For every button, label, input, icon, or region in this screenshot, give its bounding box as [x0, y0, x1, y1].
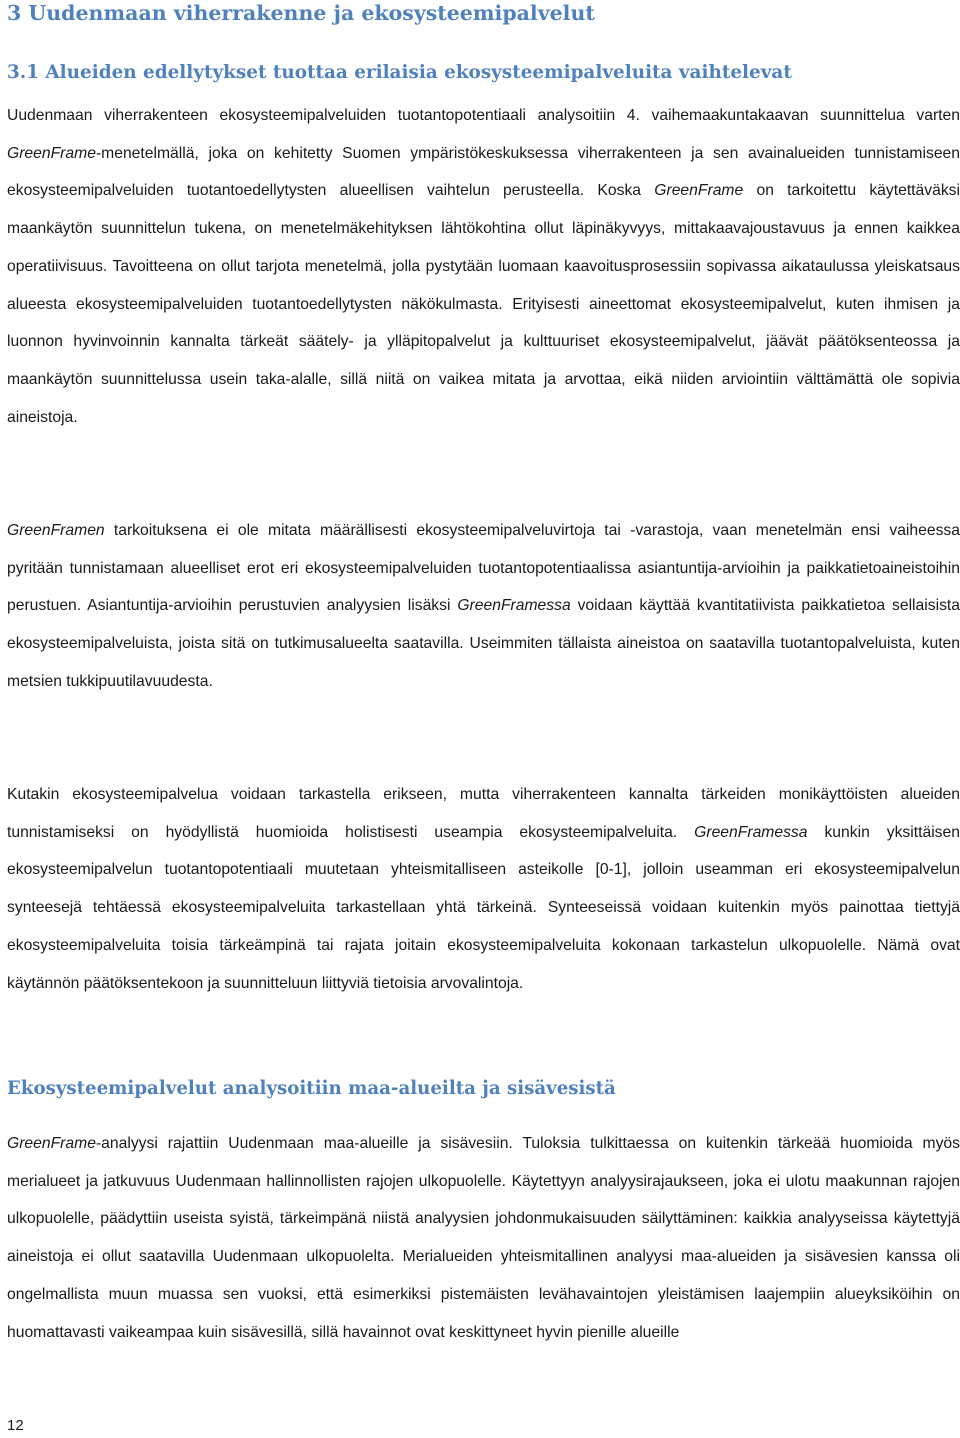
italic-term: GreenFramessa: [694, 823, 808, 841]
text-run: -analyysi rajattiin Uudenmaan maa-alueille ja sisävesiin. Tuloksia tulkittaessa on kuitenkin tärkeää huomioida myös merialueet ja jatkuvuus Uudenmaan hallinnollisten rajojen ulkopuolelle. Käytettyyn analyysirajaukseen, joka ei ulotu maakunnan rajojen ulkopuolelle, päädyttiin useista syistä, tärkeimpänä niistä analyysien johdonmukaisuuden säilyttäminen: kaikkia analyyseissa käytettyjä aineistoja ei ollut saatavilla Uudenmaan ulkopuolelta. Merialueiden yhteismitallinen analyysi maa-alueiden ja sisävesien kanssa oli ongelmallista muun muassa sen vuoksi, että esimerkiksi pistemäisten levähavaintojen yleistämisen laajempiin alueyksiköihin on huomattavasti vaikeampaa kuin sisävesillä, sillä havainnot ovat keskittyneet hyvin pienille alueille: [7, 1135, 960, 1341]
paragraph-analysis-scope: [7, 1125, 960, 1395]
page-number: 12: [7, 1417, 24, 1434]
subsection-heading: Ekosysteemipalvelut analysoitiin maa-alueilta ja sisävesistä: [7, 1078, 616, 1099]
italic-term: GreenFramen: [7, 522, 105, 539]
section-heading: 3.1 Alueiden edellytykset tuottaa erilaisia ekosysteemipalveluita vaihtelevat: [7, 62, 792, 83]
document-page: [7, 0, 960, 1438]
italic-term: GreenFrame: [654, 182, 744, 200]
chapter-heading: 3 Uudenmaan viherrakenne ja ekosysteemipalvelut: [7, 1, 595, 25]
text-run: Kutakin ekosysteemipalvelua voidaan tarkastella erikseen, mutta viherrakenteen kannalta tärkeiden monikäyttöisten alueiden tunnistamiseksi on hyödyllistä huomioida holistisesti useampia ekosysteemipalveluita.: [7, 786, 960, 841]
italic-term: GreenFrame: [7, 1135, 96, 1152]
text-run: on tarkoitettu käytettäväksi maankäytön suunnittelun tukena, on menetelmäkehityksen lähtökohtina ollut läpinäkyvyys, mittakaavajoustavuus ja ennen kaikkea operatiivisuus. Tavoitteena on ollut tarjota menetelmä, jolla pystytään luomaan kaavoitusprosessiin sopivassa aikataulussa yleiskatsaus alueesta ekosysteemipalveluiden tuotantoedellytysten näkökulmasta. Erityisesti aineettomat ekosysteemipalvelut, kuten ihmisen ja luonnon hyvinvoinnin kannalta tärkeät säätely- ja ylläpitopalvelut ja kulttuuriset ekosysteemipalvelut, jäävät päätöksenteossa ja maankäytön suunnittelussa usein taka-alalle, sillä niitä on vaikea mitata ja arvottaa, eikä niiden arviointiin välttämättä ole sopivia aineistoja.: [7, 182, 960, 426]
text-run: kunkin yksittäisen ekosysteemipalvelun tuotantopotentiaali muutetaan yhteismitalliseen asteikolle [0-1], jolloin useamman eri ekosysteemipalvelun synteesejä tehtäessä ekosysteemipalveluita tarkastellaan yhtä tärkeinä. Synteeseissä voidaan kuitenkin myös painottaa tiettyjä ekosysteemipalveluita toisia tärkeämpinä tai rajata joitain ekosysteemipalveluita kokonaan tarkastelun ulkopuolelle. Nämä ovat käytännön päätöksentekoon ja suunnitteluun liittyviä tietoisia arvovalintoja.: [7, 823, 960, 992]
paragraph-greenframe-purpose: [7, 512, 960, 701]
italic-term: GreenFramessa: [457, 597, 571, 615]
italic-term: GreenFrame: [7, 144, 96, 162]
text-run: tarkoituksena ei ole mitata määrällisesti ekosysteemipalveluvirtoja tai -varastoja, vaan menetelmän ensi vaiheessa pyritään tunnistamaan alueelliset erot eri ekosysteemipalveluiden tuotantopotentiaalissa asiantuntija-arvioihin ja paikkatietoaineistoihin perustuen. Asiantuntija-arvioihin perustuvien analyysien lisäksi: [7, 522, 960, 615]
paragraph-ecosystem-services: [7, 776, 960, 1002]
text-run: -menetelmällä, joka on kehitetty Suomen ympäristökeskuksessa viherrakenteen ja sen avainalueiden tunnistamiseen ekosysteemipalveluiden tuotantoedellytysten alueellisen vaihtelun perusteella. Koska: [7, 144, 960, 200]
paragraph-intro: [7, 97, 960, 436]
text-run: Uudenmaan viherrakenteen ekosysteemipalveluiden tuotantopotentiaali analysoitiin 4. vaihemaakuntakaavan suunnittelua varten: [7, 107, 960, 124]
text-run: voidaan käyttää kvantitatiivista paikkatietoa sellaisista ekosysteemipalveluista, joista sitä on tutkimusalueelta saatavilla. Useimmiten tällaista aineistoa on saatavilla tuotantopalveluista, kuten metsien tukkipuutilavuudesta.: [7, 597, 960, 690]
